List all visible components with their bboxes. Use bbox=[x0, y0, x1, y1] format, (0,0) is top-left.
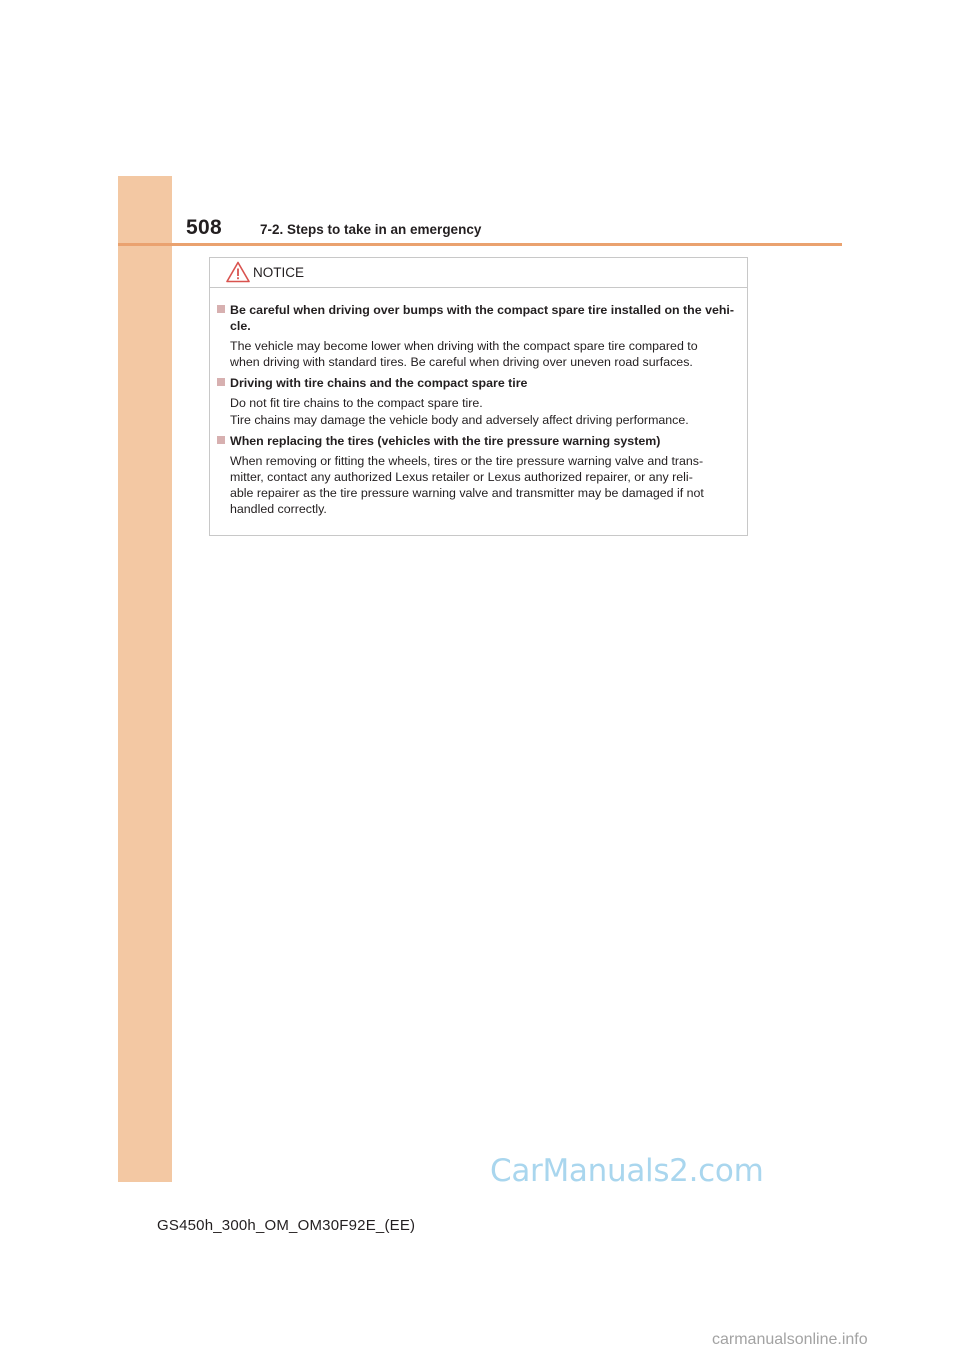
page-number: 508 bbox=[186, 216, 222, 239]
notice-label: NOTICE bbox=[253, 265, 305, 280]
text-line: able repairer as the tire pressure warning valve and transmitter may be damaged if not bbox=[230, 486, 704, 501]
square-bullet-icon bbox=[217, 378, 225, 386]
notice-item bbox=[217, 375, 745, 427]
text-line: mitter, contact any authorized Lexus retailer or Lexus authorized repairer, or any reli- bbox=[230, 470, 693, 485]
notice-item-title: When replacing the tires (vehicles with the tire pressure warning system) bbox=[230, 433, 661, 448]
text-line: Tire chains may damage the vehicle body and adversely affect driving performance. bbox=[230, 412, 689, 427]
chapter-side-band bbox=[118, 176, 172, 1182]
notice-item-title: Be careful when driving over bumps with the compact spare tire installed on the vehi- cle. bbox=[230, 303, 734, 333]
text-line: Do not fit tire chains to the compact spare tire. bbox=[230, 396, 483, 411]
notice-item-text bbox=[230, 395, 745, 427]
square-bullet-icon bbox=[217, 305, 225, 313]
text-line: The vehicle may become lower when driving with the compact spare tire compared to bbox=[230, 339, 698, 353]
header-divider bbox=[118, 243, 842, 246]
section-title: 7-2. Steps to take in an emergency bbox=[260, 222, 482, 237]
notice-item-text bbox=[230, 338, 745, 370]
text-line: When removing or fitting the wheels, tires or the tire pressure warning valve and trans- bbox=[230, 453, 704, 468]
notice-item-text bbox=[230, 453, 745, 518]
text-line: when driving with standard tires. Be careful when driving over uneven road surfaces. bbox=[230, 355, 693, 370]
document-id: GS450h_300h_OM_OM30F92E_(EE) bbox=[157, 1217, 416, 1234]
notice-item-title: Driving with tire chains and the compact spare tire bbox=[230, 376, 528, 391]
notice-header bbox=[210, 258, 747, 288]
watermark-logo: CarManuals2.com bbox=[490, 1153, 764, 1189]
square-bullet-icon bbox=[217, 436, 225, 444]
notice-box bbox=[209, 257, 748, 536]
site-link[interactable]: carmanualsonline.info bbox=[712, 1331, 868, 1348]
notice-body bbox=[217, 302, 745, 523]
notice-item bbox=[217, 433, 745, 518]
text-line: handled correctly. bbox=[230, 502, 327, 517]
notice-item bbox=[217, 302, 745, 370]
warning-triangle-icon bbox=[226, 261, 250, 283]
